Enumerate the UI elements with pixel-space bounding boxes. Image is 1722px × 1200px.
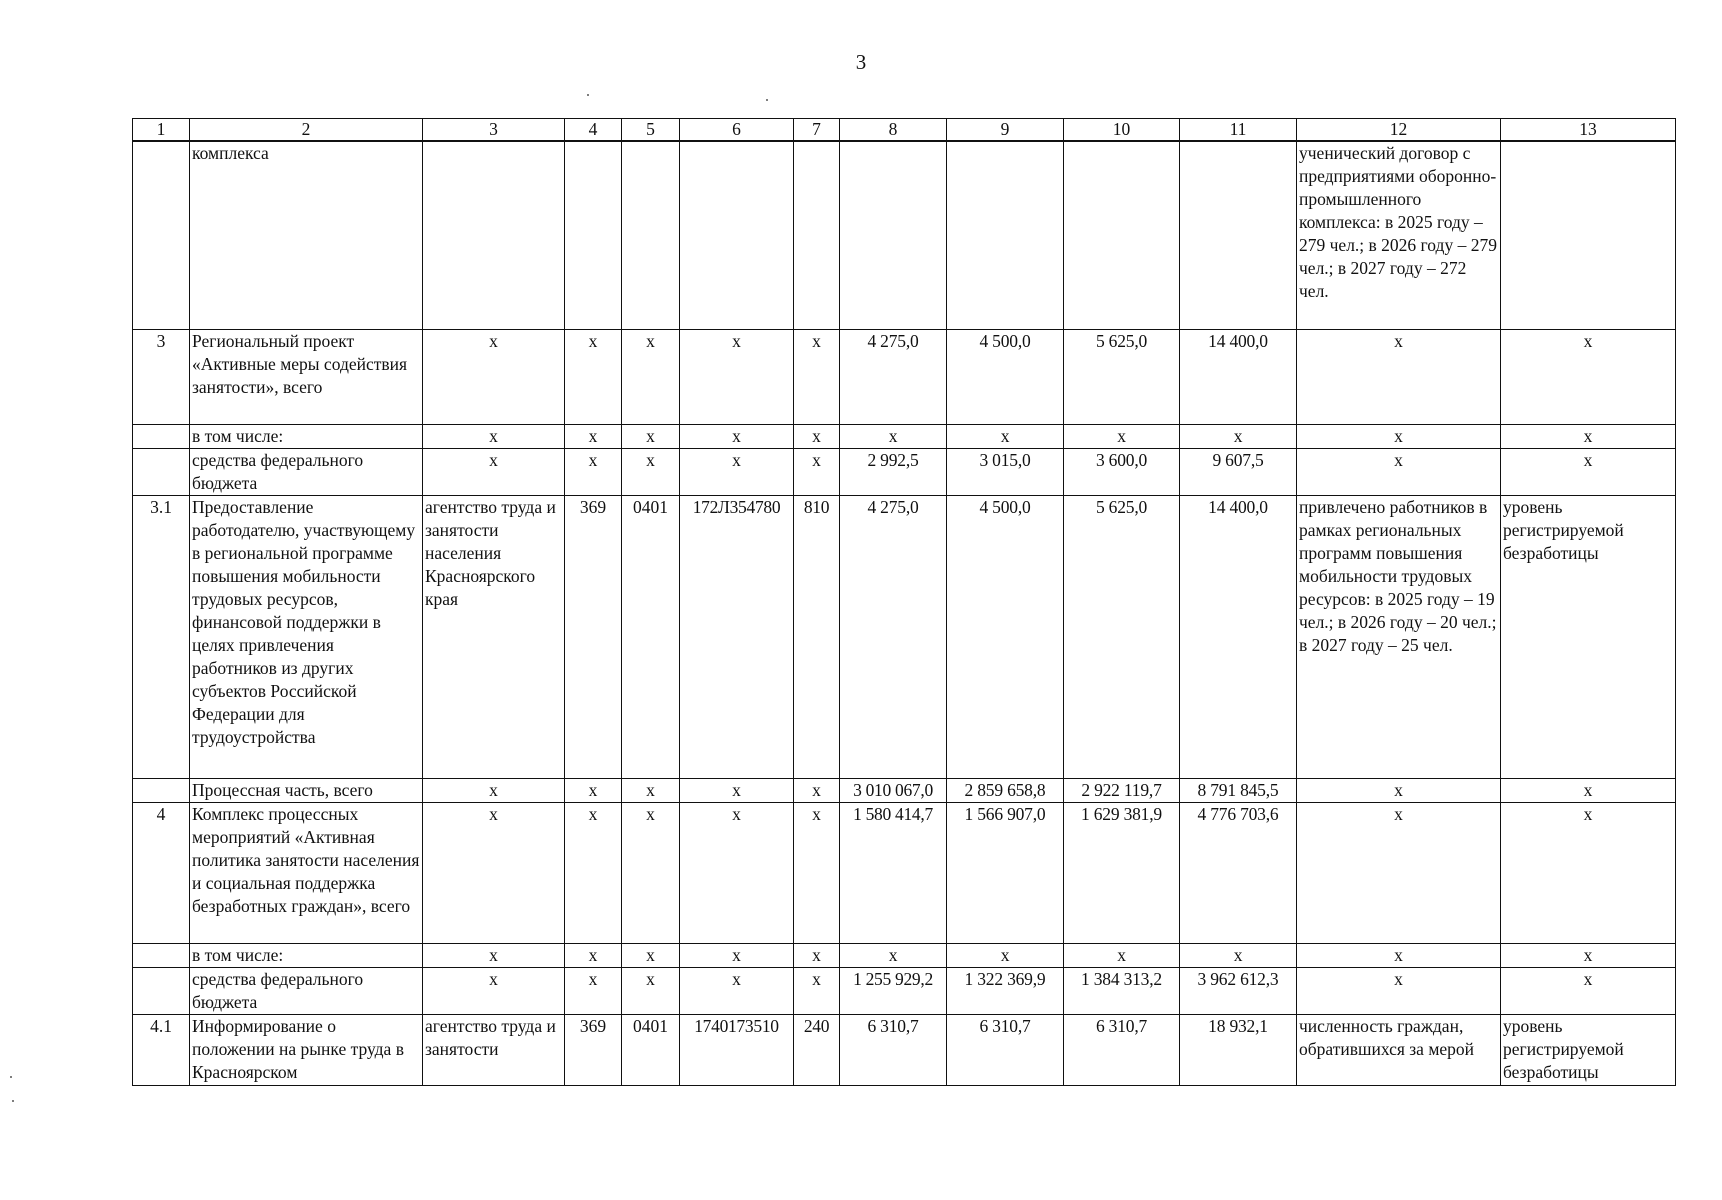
table-row	[133, 449, 1676, 496]
csr-cell: 172Л354780	[680, 496, 794, 779]
description-cell: Предоставление работодателю, участвующему в региональной программе повышения мобильности трудовых ресурсов, финансовой поддержки в целях привлечения работников из других субъектов Российской Федерации для трудоустройства	[190, 496, 423, 779]
amount-total-cell: 14 400,0	[1180, 496, 1297, 779]
amount-2025-cell: х	[840, 944, 947, 968]
csr-cell: х	[680, 779, 794, 803]
row-number-cell: 3.1	[133, 496, 190, 779]
amount-total-cell: х	[1180, 944, 1297, 968]
description-cell: средства федерального бюджета	[190, 449, 423, 496]
vr-cell: х	[794, 944, 840, 968]
csr-cell: х	[680, 944, 794, 968]
amount-2027-cell: 5 625,0	[1064, 330, 1180, 425]
executor-cell	[423, 141, 565, 330]
indicator-cell: уровень регистрируемой безработицы	[1501, 1015, 1676, 1086]
amount-2027-cell: 1 384 313,2	[1064, 968, 1180, 1015]
amount-2025-cell	[840, 141, 947, 330]
amount-2027-cell	[1064, 141, 1180, 330]
description-cell: средства федерального бюджета	[190, 968, 423, 1015]
grbs-cell: 369	[565, 496, 622, 779]
result-cell: х	[1297, 944, 1501, 968]
result-cell: ученический договор с предприятиями оборонно-промышленного комплекса: в 2025 году – 279 чел.; в 2026 году – 279 чел.; в 2027 году – 272 чел.	[1297, 141, 1501, 330]
table-row	[133, 944, 1676, 968]
amount-total-cell: 9 607,5	[1180, 449, 1297, 496]
amount-2025-cell: 4 275,0	[840, 496, 947, 779]
rzpr-cell	[622, 141, 680, 330]
amount-2025-cell: 6 310,7	[840, 1015, 947, 1086]
amount-total-cell: х	[1180, 425, 1297, 449]
csr-cell: х	[680, 330, 794, 425]
amount-2025-cell: 1 255 929,2	[840, 968, 947, 1015]
table-header-row	[133, 119, 1676, 141]
table-row	[133, 1015, 1676, 1086]
column-header: 12	[1297, 119, 1501, 141]
scan-speck	[10, 1076, 12, 1078]
result-cell: х	[1297, 968, 1501, 1015]
amount-2027-cell: 5 625,0	[1064, 496, 1180, 779]
executor-cell: х	[423, 803, 565, 944]
description-cell: Процессная часть, всего	[190, 779, 423, 803]
column-header: 11	[1180, 119, 1297, 141]
row-number-cell	[133, 779, 190, 803]
rzpr-cell: х	[622, 330, 680, 425]
result-cell: привлечено работников в рамках региональных программ повышения мобильности трудовых ресурсов: в 2025 году – 19 чел.; в 2026 году – 20 чел.; в 2027 году – 25 чел.	[1297, 496, 1501, 779]
description-cell: комплекса	[190, 141, 423, 330]
table-row	[133, 425, 1676, 449]
executor-cell: х	[423, 968, 565, 1015]
vr-cell: х	[794, 779, 840, 803]
table-row	[133, 968, 1676, 1015]
rzpr-cell: 0401	[622, 1015, 680, 1086]
indicator-cell: х	[1501, 330, 1676, 425]
executor-cell: х	[423, 779, 565, 803]
budget-table	[132, 118, 1676, 1086]
row-number-cell	[133, 944, 190, 968]
column-header: 13	[1501, 119, 1676, 141]
result-cell: численность граждан, обратившихся за мерой	[1297, 1015, 1501, 1086]
rzpr-cell: 0401	[622, 496, 680, 779]
vr-cell: 240	[794, 1015, 840, 1086]
amount-2025-cell: 1 580 414,7	[840, 803, 947, 944]
row-number-cell: 4	[133, 803, 190, 944]
csr-cell	[680, 141, 794, 330]
rzpr-cell: х	[622, 944, 680, 968]
table-row	[133, 330, 1676, 425]
amount-total-cell: 4 776 703,6	[1180, 803, 1297, 944]
row-number-cell	[133, 425, 190, 449]
row-number-cell	[133, 449, 190, 496]
grbs-cell: х	[565, 944, 622, 968]
page-number: 3	[855, 50, 867, 74]
csr-cell: х	[680, 803, 794, 944]
amount-2025-cell: 2 992,5	[840, 449, 947, 496]
description-cell: Комплекс процессных мероприятий «Активная политика занятости населения и социальная поддержка безработных граждан», всего	[190, 803, 423, 944]
amount-2027-cell: х	[1064, 944, 1180, 968]
rzpr-cell: х	[622, 968, 680, 1015]
result-cell: х	[1297, 803, 1501, 944]
result-cell: х	[1297, 425, 1501, 449]
amount-total-cell: 8 791 845,5	[1180, 779, 1297, 803]
amount-2026-cell: 2 859 658,8	[947, 779, 1064, 803]
grbs-cell: х	[565, 779, 622, 803]
amount-2026-cell: 3 015,0	[947, 449, 1064, 496]
description-cell: в том числе:	[190, 944, 423, 968]
vr-cell: 810	[794, 496, 840, 779]
amount-2027-cell: 2 922 119,7	[1064, 779, 1180, 803]
amount-2026-cell: х	[947, 425, 1064, 449]
table-row	[133, 803, 1676, 944]
column-header: 4	[565, 119, 622, 141]
column-header: 3	[423, 119, 565, 141]
vr-cell	[794, 141, 840, 330]
column-header: 2	[190, 119, 423, 141]
row-number-cell: 4.1	[133, 1015, 190, 1086]
rzpr-cell: х	[622, 425, 680, 449]
description-cell: Информирование о положении на рынке труда в Красноярском	[190, 1015, 423, 1086]
scan-speck	[12, 1100, 14, 1102]
row-number-cell	[133, 141, 190, 330]
grbs-cell: х	[565, 449, 622, 496]
rzpr-cell: х	[622, 803, 680, 944]
vr-cell: х	[794, 449, 840, 496]
grbs-cell: х	[565, 330, 622, 425]
result-cell: х	[1297, 330, 1501, 425]
indicator-cell: х	[1501, 779, 1676, 803]
column-header: 6	[680, 119, 794, 141]
amount-2027-cell: х	[1064, 425, 1180, 449]
scan-speck	[766, 99, 768, 101]
vr-cell: х	[794, 425, 840, 449]
grbs-cell	[565, 141, 622, 330]
row-number-cell	[133, 968, 190, 1015]
amount-2026-cell: 6 310,7	[947, 1015, 1064, 1086]
indicator-cell: х	[1501, 803, 1676, 944]
rzpr-cell: х	[622, 449, 680, 496]
description-cell: в том числе:	[190, 425, 423, 449]
executor-cell: х	[423, 449, 565, 496]
grbs-cell: 369	[565, 1015, 622, 1086]
amount-2027-cell: 3 600,0	[1064, 449, 1180, 496]
indicator-cell: х	[1501, 425, 1676, 449]
column-header: 7	[794, 119, 840, 141]
executor-cell: х	[423, 330, 565, 425]
csr-cell: х	[680, 425, 794, 449]
amount-2025-cell: х	[840, 425, 947, 449]
amount-2026-cell: х	[947, 944, 1064, 968]
executor-cell: агентство труда и занятости населения Красноярского края	[423, 496, 565, 779]
vr-cell: х	[794, 968, 840, 1015]
scan-speck	[587, 94, 589, 96]
result-cell: х	[1297, 449, 1501, 496]
column-header: 9	[947, 119, 1064, 141]
executor-cell: х	[423, 425, 565, 449]
rzpr-cell: х	[622, 779, 680, 803]
amount-2026-cell: 4 500,0	[947, 496, 1064, 779]
table-row	[133, 496, 1676, 779]
column-header: 5	[622, 119, 680, 141]
amount-total-cell: 14 400,0	[1180, 330, 1297, 425]
executor-cell: агентство труда и занятости	[423, 1015, 565, 1086]
table-row	[133, 779, 1676, 803]
amount-2026-cell: 1 566 907,0	[947, 803, 1064, 944]
csr-cell: х	[680, 968, 794, 1015]
indicator-cell: х	[1501, 968, 1676, 1015]
amount-2025-cell: 3 010 067,0	[840, 779, 947, 803]
amount-2027-cell: 1 629 381,9	[1064, 803, 1180, 944]
indicator-cell: уровень регистрируемой безработицы	[1501, 496, 1676, 779]
grbs-cell: х	[565, 425, 622, 449]
amount-2026-cell: 1 322 369,9	[947, 968, 1064, 1015]
indicator-cell: х	[1501, 944, 1676, 968]
column-header: 10	[1064, 119, 1180, 141]
grbs-cell: х	[565, 968, 622, 1015]
grbs-cell: х	[565, 803, 622, 944]
row-number-cell: 3	[133, 330, 190, 425]
amount-total-cell	[1180, 141, 1297, 330]
amount-2026-cell	[947, 141, 1064, 330]
vr-cell: х	[794, 330, 840, 425]
result-cell: х	[1297, 779, 1501, 803]
amount-total-cell: 3 962 612,3	[1180, 968, 1297, 1015]
executor-cell: х	[423, 944, 565, 968]
amount-total-cell: 18 932,1	[1180, 1015, 1297, 1086]
indicator-cell: х	[1501, 449, 1676, 496]
csr-cell: 1740173510	[680, 1015, 794, 1086]
indicator-cell	[1501, 141, 1676, 330]
column-header: 8	[840, 119, 947, 141]
csr-cell: х	[680, 449, 794, 496]
table-row	[133, 141, 1676, 330]
amount-2025-cell: 4 275,0	[840, 330, 947, 425]
amount-2027-cell: 6 310,7	[1064, 1015, 1180, 1086]
description-cell: Региональный проект «Активные меры содействия занятости», всего	[190, 330, 423, 425]
column-header: 1	[133, 119, 190, 141]
amount-2026-cell: 4 500,0	[947, 330, 1064, 425]
vr-cell: х	[794, 803, 840, 944]
